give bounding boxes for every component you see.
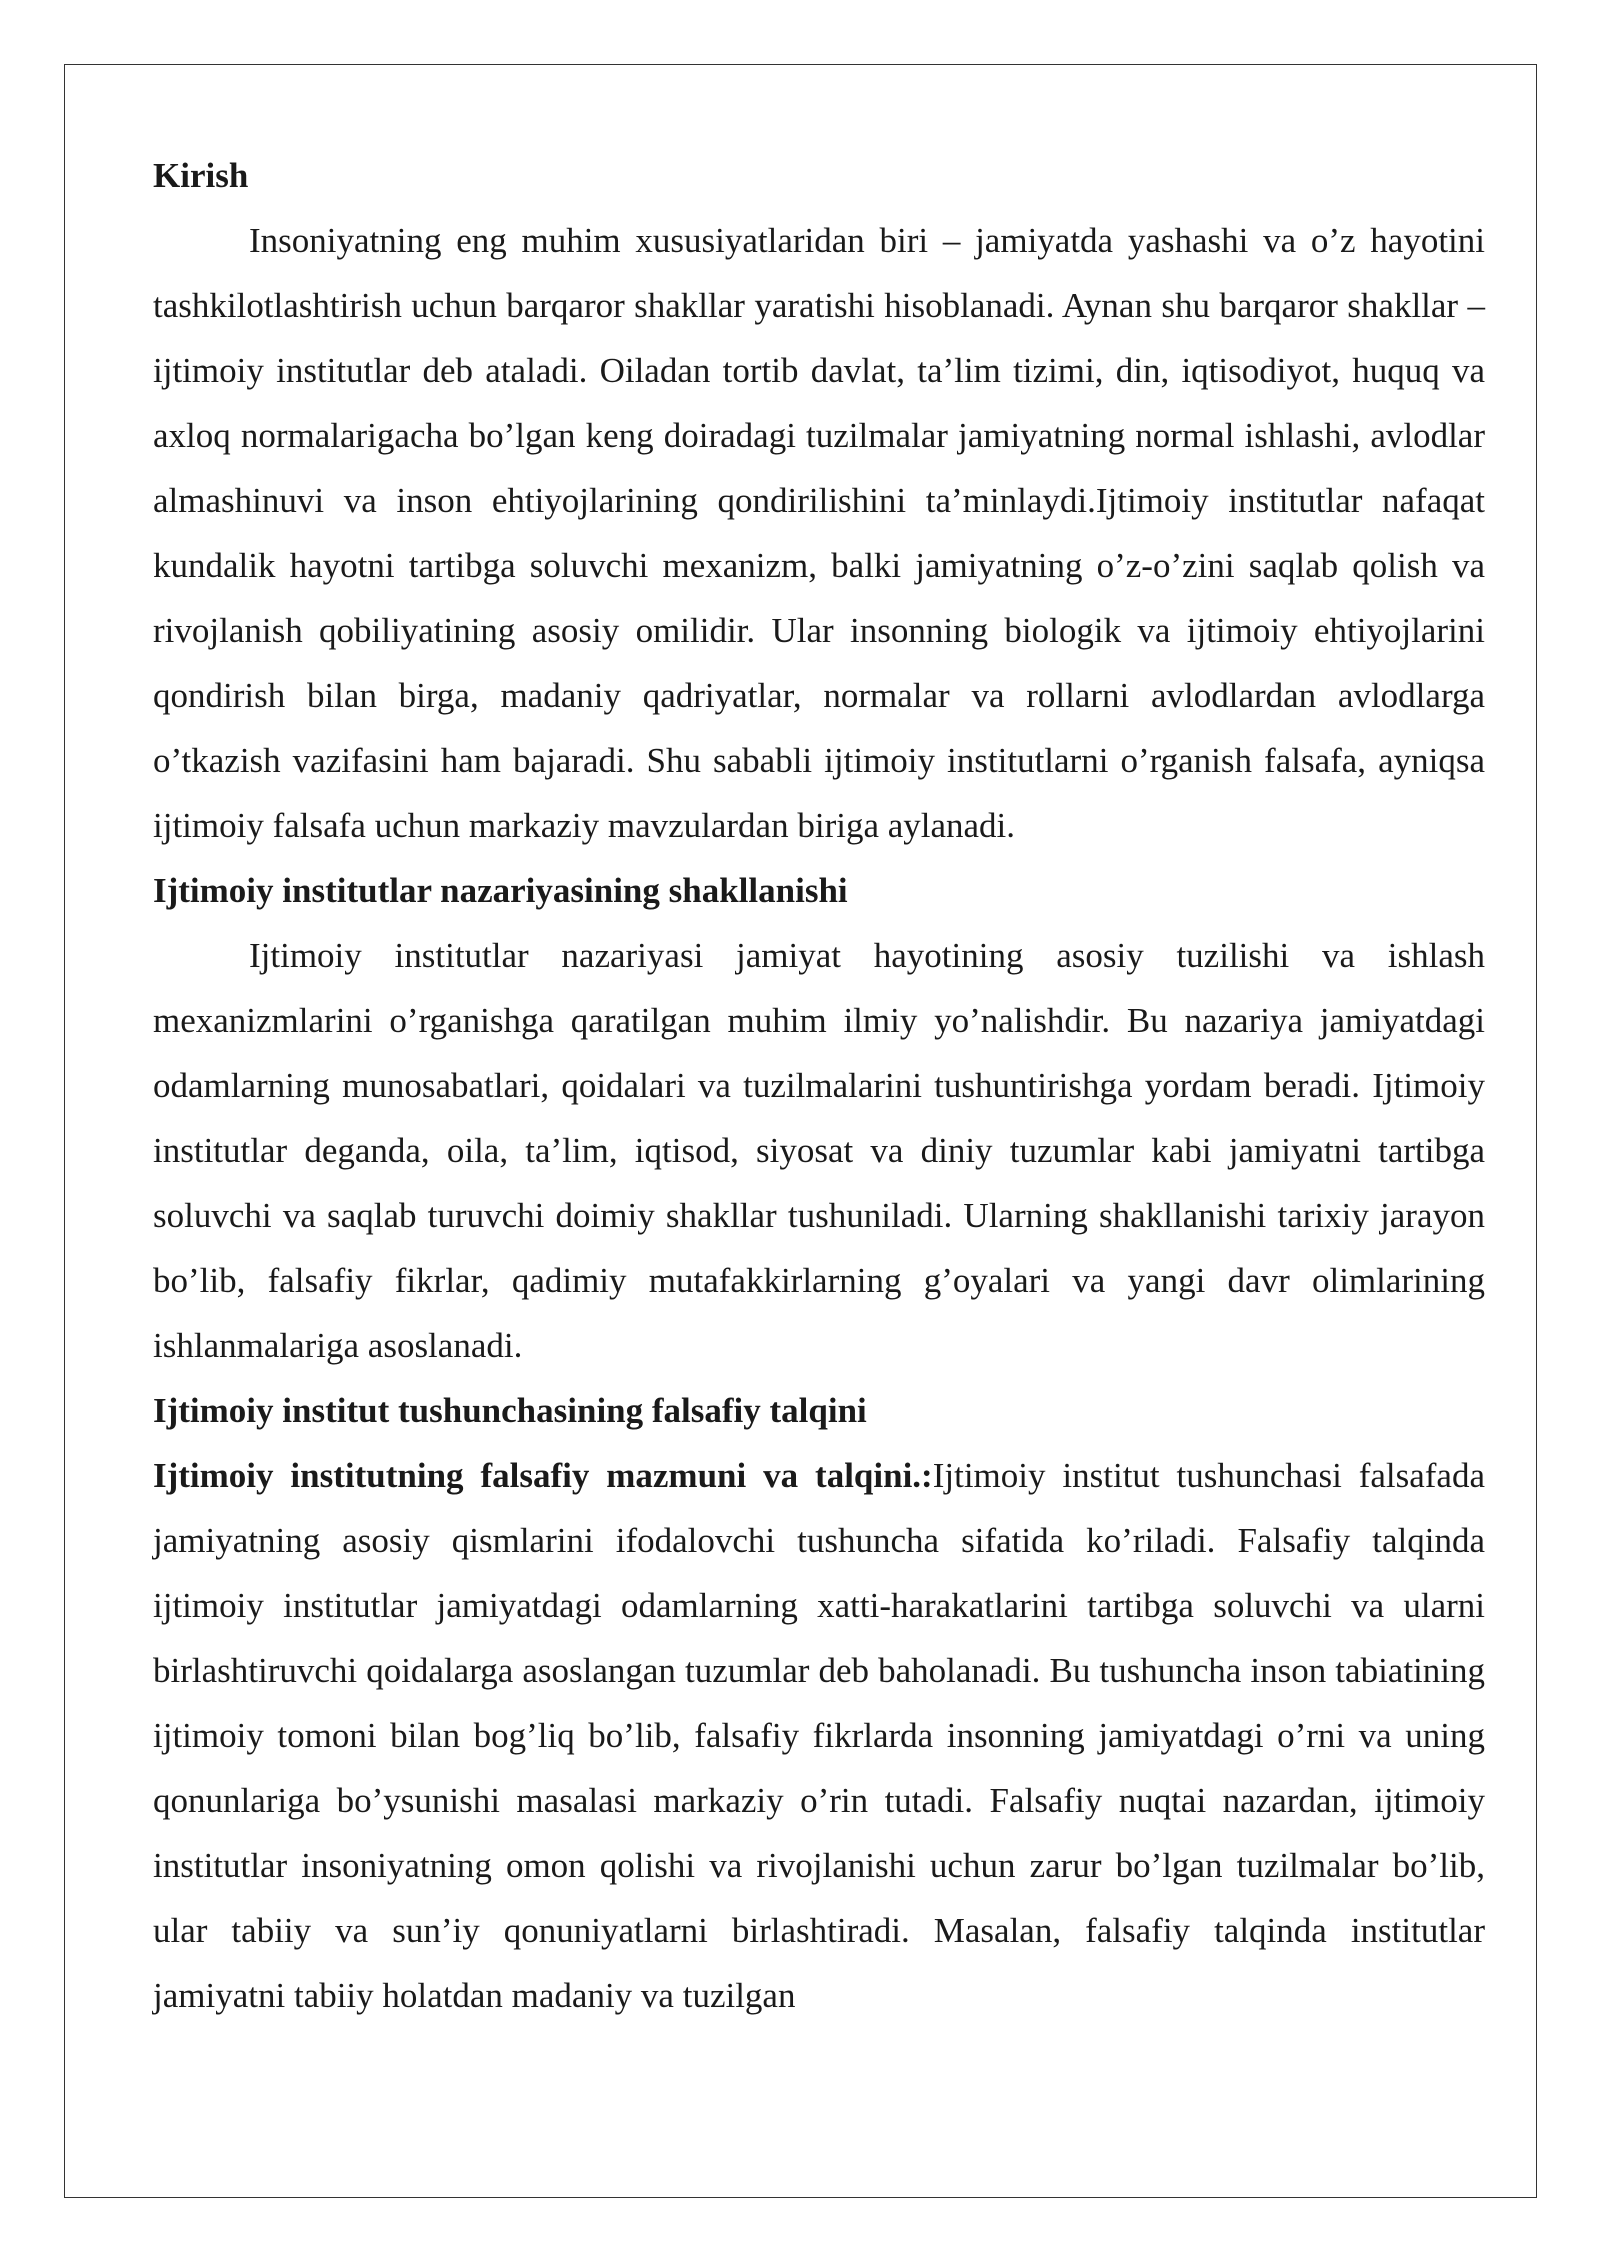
section2-paragraph: Ijtimoiy institut tushunchasi falsafada jamiyatning asosiy qismlarini ifodalovchi tushuncha sifatida ko’riladi. Falsafiy talqinda ijtimoiy institutlar jamiyatdagi odamlarning xatti-harakatlarini tartibga soluvchi va ularni birlashtiruvchi qoidalarga asoslangan tuzumlar deb baholanadi. Bu tushuncha inson tabiatining ijtimoiy tomoni bilan bog’liq bo’lib, falsafiy fikrlarda insonning jamiyatdagi o’rni va uning qonunlariga bo’ysunishi masalasi markaziy o’rin tutadi. Falsafiy nuqtai nazardan, ijtimoiy institutlar insoniyatning omon qolishi va rivojlanishi uchun zarur bo’lgan tuzilmalar bo’lib, ular tabiiy va sun’iy qonuniyatlarni birlashtiradi. Masalan, falsafiy talqinda institutlar jamiyatni tabiiy holatdan madaniy va tuzilgan [153,1456,1485,2015]
section1-heading: Ijtimoiy institutlar nazariyasining shakllanishi [153,871,848,910]
intro-paragraph: Insoniyatning eng muhim xususiyatlaridan biri – jamiyatda yashashi va o’z hayotini tashkilotlashtirish uchun barqaror shakllar yaratishi hisoblanadi. Aynan shu barqaror shakllar – ijtimoiy institutlar deb ataladi. Oiladan tortib davlat, ta’lim tizimi, din, iqtisodiyot, huquq va axloq normalarigacha bo’lgan keng doiradagi tuzilmalar jamiyatning normal ishlashi, avlodlar almashinuvi va inson ehtiyojlarining qondirilishini ta’minlaydi.Ijtimoiy institutlar nafaqat kundalik hayotni tartibga soluvchi mexanizm, balki jamiyatning o’z-o’zini saqlab qolish va rivojlanish qobiliyatining asosiy omilidir. Ular insonning biologik va ijtimoiy ehtiyojlarini qondirish bilan birga, madaniy qadriyatlar, normalar va rollarni avlodlardan avlodlarga o’tkazish vazifasini ham bajaradi. Shu sababli ijtimoiy institutlarni o’rganish falsafa, ayniqsa ijtimoiy falsafa uchun markaziy mavzulardan biriga aylanadi. [153,221,1485,845]
section2-paragraph-block [153,1443,1485,2028]
document-body [153,143,1485,2028]
section1-paragraph: Ijtimoiy institutlar nazariyasi jamiyat hayotining asosiy tuzilishi va ishlash mexanizmlarini o’rganishga qaratilgan muhim ilmiy yo’nalishdir. Bu nazariya jamiyatdagi odamlarning munosabatlari, qoidalari va tuzilmalarini tushuntirishga yordam beradi. Ijtimoiy institutlar deganda, oila, ta’lim, iqtisod, siyosat va diniy tuzumlar kabi jamiyatni tartibga soluvchi va saqlab turuvchi doimiy shakllar tushuniladi. Ularning shakllanishi tarixiy jarayon bo’lib, falsafiy fikrlar, qadimiy mutafakkirlarning g’oyalari va yangi davr olimlarining ishlanmalariga asoslanadi. [153,936,1485,1365]
section2-heading: Ijtimoiy institut tushunchasining falsafiy talqini [153,1391,867,1430]
section2-runin-heading: Ijtimoiy institutning falsafiy mazmuni va talqini.: [153,1456,933,1495]
intro-heading: Kirish [153,156,249,195]
